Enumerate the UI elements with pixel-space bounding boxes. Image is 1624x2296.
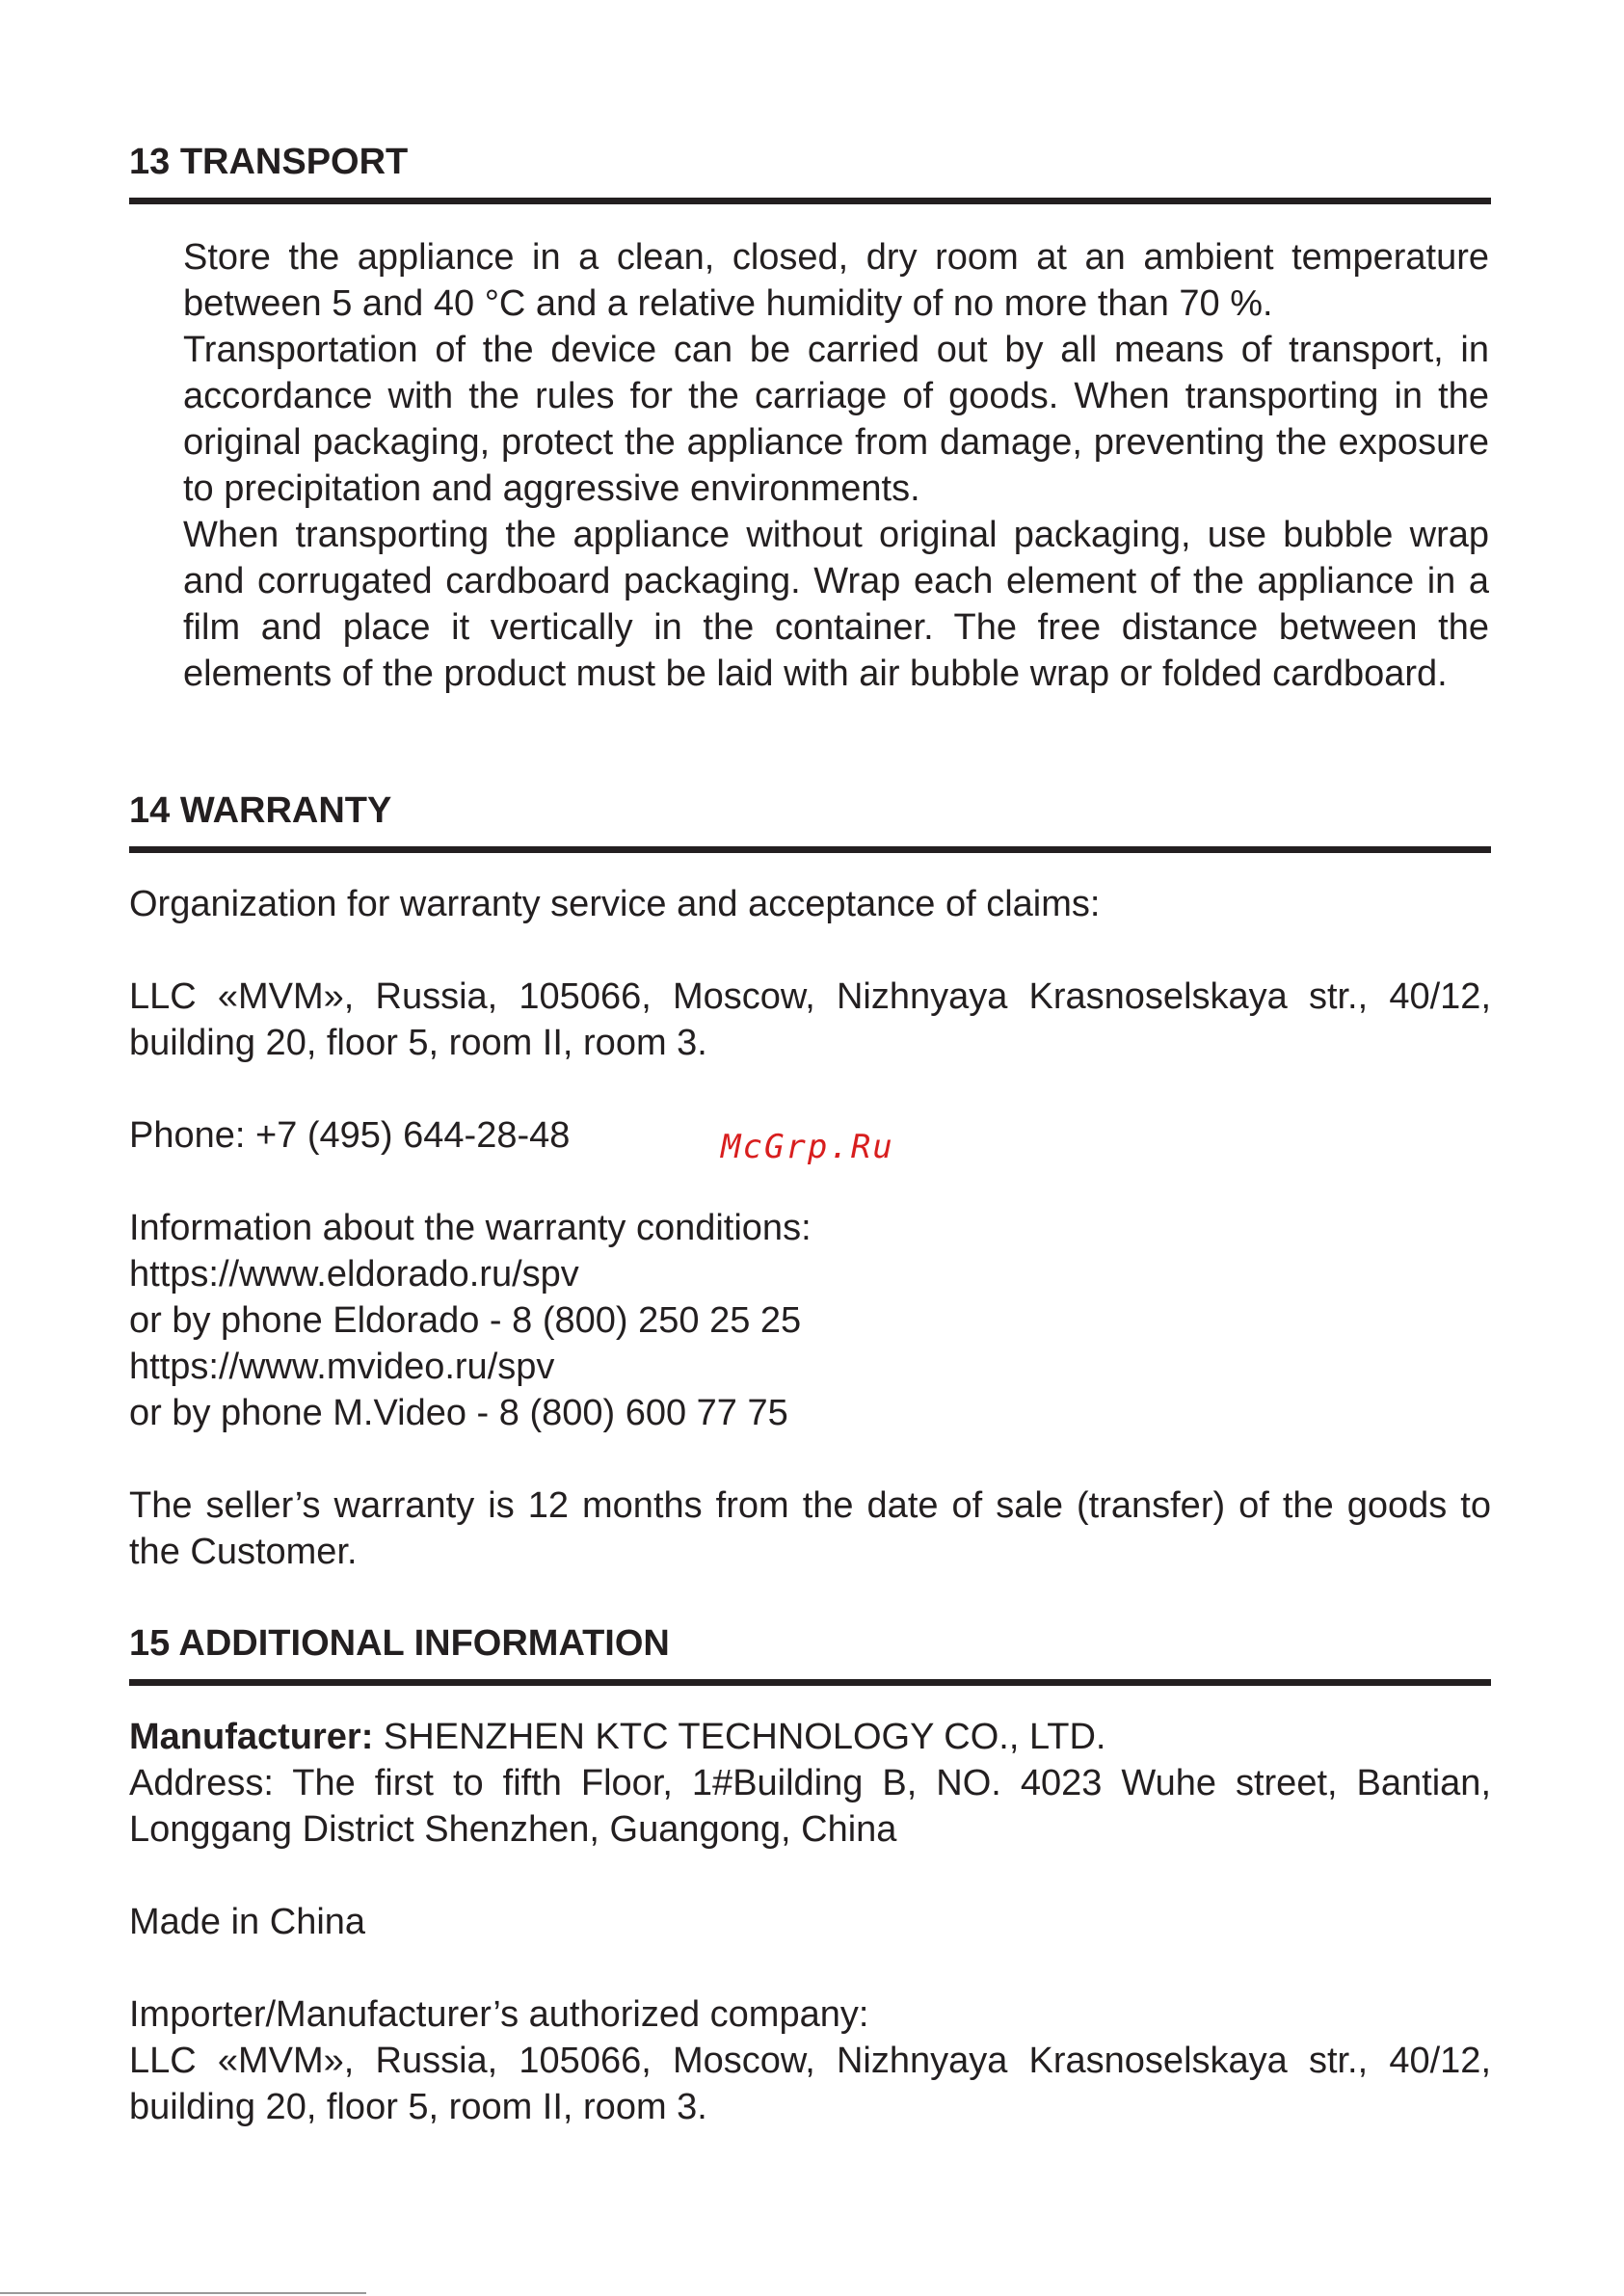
warranty-link-eldorado[interactable]: https://www.eldorado.ru/spv (129, 1254, 579, 1295)
warranty-phone: Phone: +7 (495) 644-28-48 (129, 1115, 571, 1156)
section-divider (129, 1679, 1491, 1686)
transport-paragraph-storage: Store the appliance in a clean, closed, dry room at an ambient temperature between 5 and 40 °C and a relative humidity of no more than 70 %. (183, 237, 1489, 324)
warranty-organization-intro: Organization for warranty service and acceptance of claims: (129, 884, 1101, 924)
manufacturer-line (129, 1714, 1106, 1760)
manufacturer-name: SHENZHEN KTC TECHNOLOGY CO., LTD. (373, 1717, 1106, 1757)
section-heading-warranty: 14 WARRANTY (129, 790, 392, 831)
warranty-phone-mvideo: or by phone M.Video - 8 (800) 600 77 75 (129, 1393, 788, 1433)
footer-divider (0, 2292, 366, 2294)
transport-paragraph-transportation: Transportation of the device can be carried out by all means of transport, in accordance with the rules for the carriage of goods. When transporting in the original packaging, protect the appliance from damage, preventing the exposure to precipitation and aggressive environments. (183, 330, 1489, 509)
watermark-logo: McGrp.Ru (721, 1128, 894, 1166)
warranty-phone-eldorado: or by phone Eldorado - 8 (800) 250 25 25 (129, 1300, 802, 1341)
section-divider (129, 846, 1491, 853)
section-divider (129, 198, 1491, 204)
warranty-seller-period: The seller’s warranty is 12 months from the date of sale (transfer) of the goods to the Customer. (129, 1485, 1491, 1572)
section-heading-transport: 13 TRANSPORT (129, 142, 409, 182)
warranty-info-heading: Information about the warranty conditions: (129, 1208, 812, 1248)
importer-address: LLC «MVM», Russia, 105066, Moscow, Nizhnyaya Krasnoselskaya str., 40/12, building 20, floor 5, room II, room 3. (129, 2041, 1491, 2127)
warranty-link-mvideo[interactable]: https://www.mvideo.ru/spv (129, 1347, 555, 1387)
manufacturer-address: Address: The first to fifth Floor, 1#Building B, NO. 4023 Wuhe street, Bantian, Longgang District Shenzhen, Guangong, China (129, 1763, 1491, 1850)
made-in-country: Made in China (129, 1902, 366, 1942)
manufacturer-label: Manufacturer: (129, 1717, 374, 1757)
importer-label: Importer/Manufacturer’s authorized company: (129, 1994, 869, 2035)
transport-paragraph-without-packaging: When transporting the appliance without original packaging, use bubble wrap and corrugated cardboard packaging. Wrap each element of the appliance in a film and place it vertically in the container. The free distance between the elements of the product must be laid with air bubble wrap or folded cardboard. (183, 515, 1489, 694)
warranty-organization-address: LLC «MVM», Russia, 105066, Moscow, Nizhnyaya Krasnoselskaya str., 40/12, building 20, floor 5, room II, room 3. (129, 976, 1491, 1063)
section-heading-additional: 15 ADDITIONAL INFORMATION (129, 1623, 670, 1664)
